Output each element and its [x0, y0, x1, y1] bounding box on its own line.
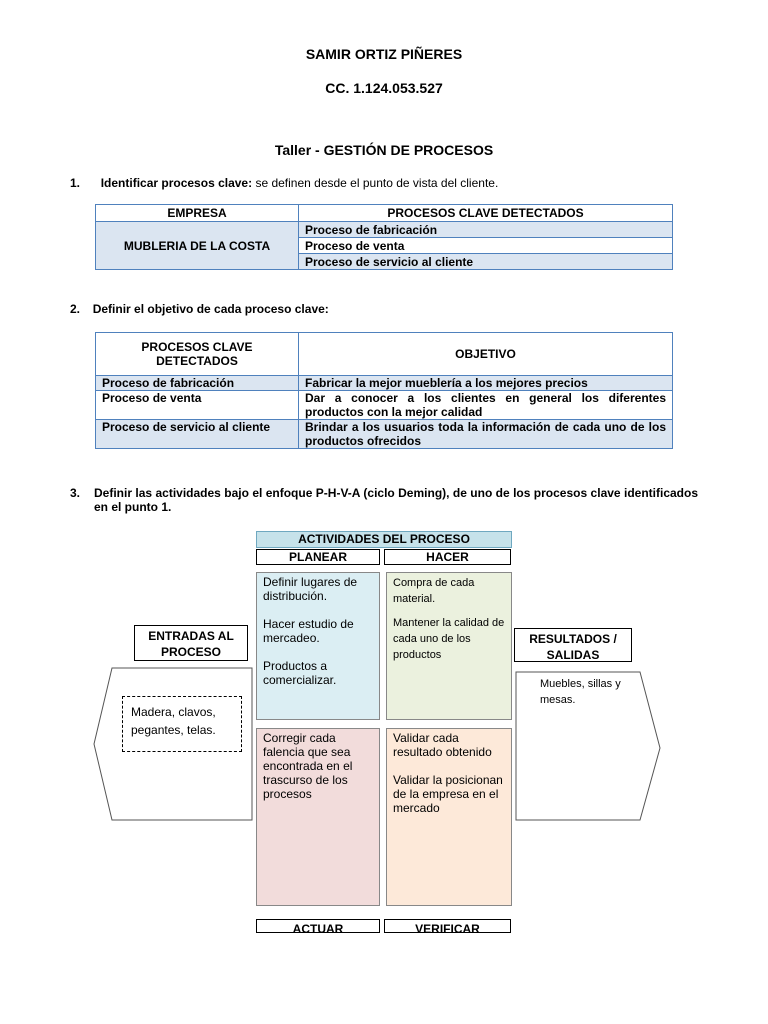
diagram-title: ACTIVIDADES DEL PROCESO: [256, 531, 512, 548]
verificar-box: [386, 728, 512, 906]
planear-box: [256, 572, 380, 720]
objective-table: [95, 332, 673, 449]
actuar-item: Corregir cada falencia que sea encontrada en el trascurso de los procesos: [263, 731, 353, 801]
objective-cell: Fabricar la mejor mueblería a los mejores precios: [299, 376, 673, 391]
header-objetivo: OBJETIVO: [299, 333, 673, 376]
objective-cell: Dar a conocer a los clientes en general los diferentes productos con la mejor calidad: [299, 391, 673, 420]
author-name: SAMIR ORTIZ PIÑERES: [305, 46, 463, 62]
planear-item: Hacer estudio de mercadeo.: [263, 617, 354, 645]
planear-item: Definir lugares de distribución.: [263, 575, 358, 603]
resultados-label: RESULTADOS / SALIDAS: [514, 628, 632, 662]
resultados-text: Muebles, sillas y mesas.: [540, 678, 621, 706]
q2-number: 2.: [70, 302, 81, 316]
key-process-table: [95, 204, 673, 270]
process-cell: Proceso de servicio al cliente: [96, 420, 299, 449]
q1-number: 1.: [70, 176, 81, 190]
hacer-item: Compra de cada material.: [393, 577, 475, 605]
table-row: [96, 376, 673, 391]
header-procesos-clave: PROCESOS CLAVE DETECTADOS: [96, 333, 299, 376]
planear-item: Productos a comercializar.: [263, 659, 337, 687]
verificar-item: Validar la posicionan de la empresa en el mercado: [393, 773, 503, 815]
question-2: [70, 302, 710, 316]
hacer-item: Mantener la calidad de cada uno de los productos: [393, 617, 505, 661]
company-cell: MUBLERIA DE LA COSTA: [96, 222, 299, 270]
table-row: [96, 222, 673, 238]
entradas-text: Madera, clavos, pegantes, telas.: [122, 696, 242, 752]
actuar-label: ACTUAR: [256, 919, 380, 933]
q1-rest-text: se definen desde el punto de vista del cliente.: [252, 176, 499, 190]
objective-cell: Brindar a los usuarios toda la información de cada uno de los productos ofrecidos: [299, 420, 673, 449]
entradas-label: ENTRADAS AL PROCESO: [134, 625, 248, 661]
author-id: CC. 1.124.053.527: [325, 80, 443, 96]
actuar-box: [256, 728, 380, 906]
verificar-label: VERIFICAR: [384, 919, 511, 933]
process-cell: Proceso de fabricación: [96, 376, 299, 391]
q3-number: 3.: [70, 486, 81, 500]
question-3: [70, 486, 698, 514]
verificar-item: Validar cada resultado obtenido: [393, 731, 492, 759]
header-empresa: EMPRESA: [96, 205, 299, 222]
process-cell: Proceso de venta: [96, 391, 299, 420]
hacer-label: HACER: [384, 549, 511, 565]
process-cell: Proceso de venta: [299, 238, 673, 254]
header-procesos: PROCESOS CLAVE DETECTADOS: [299, 205, 673, 222]
page-title: Taller - GESTIÓN DE PROCESOS: [274, 142, 494, 158]
question-1: [70, 176, 710, 190]
q3-text: Definir las actividades bajo el enfoque P-H-V-A (ciclo Deming), de uno de los procesos clave identificados en el punto 1.: [94, 486, 698, 514]
table-row: [96, 420, 673, 449]
planear-label: PLANEAR: [256, 549, 380, 565]
q2-text: Definir el objetivo de cada proceso clave:: [92, 302, 329, 316]
table-header-row: [96, 205, 673, 222]
table-row: [96, 391, 673, 420]
table-header-row: [96, 333, 673, 376]
hacer-box: [386, 572, 512, 720]
q1-bold-text: Identificar procesos clave:: [100, 176, 253, 190]
process-cell: Proceso de servicio al cliente: [299, 254, 673, 270]
process-cell: Proceso de fabricación: [299, 222, 673, 238]
